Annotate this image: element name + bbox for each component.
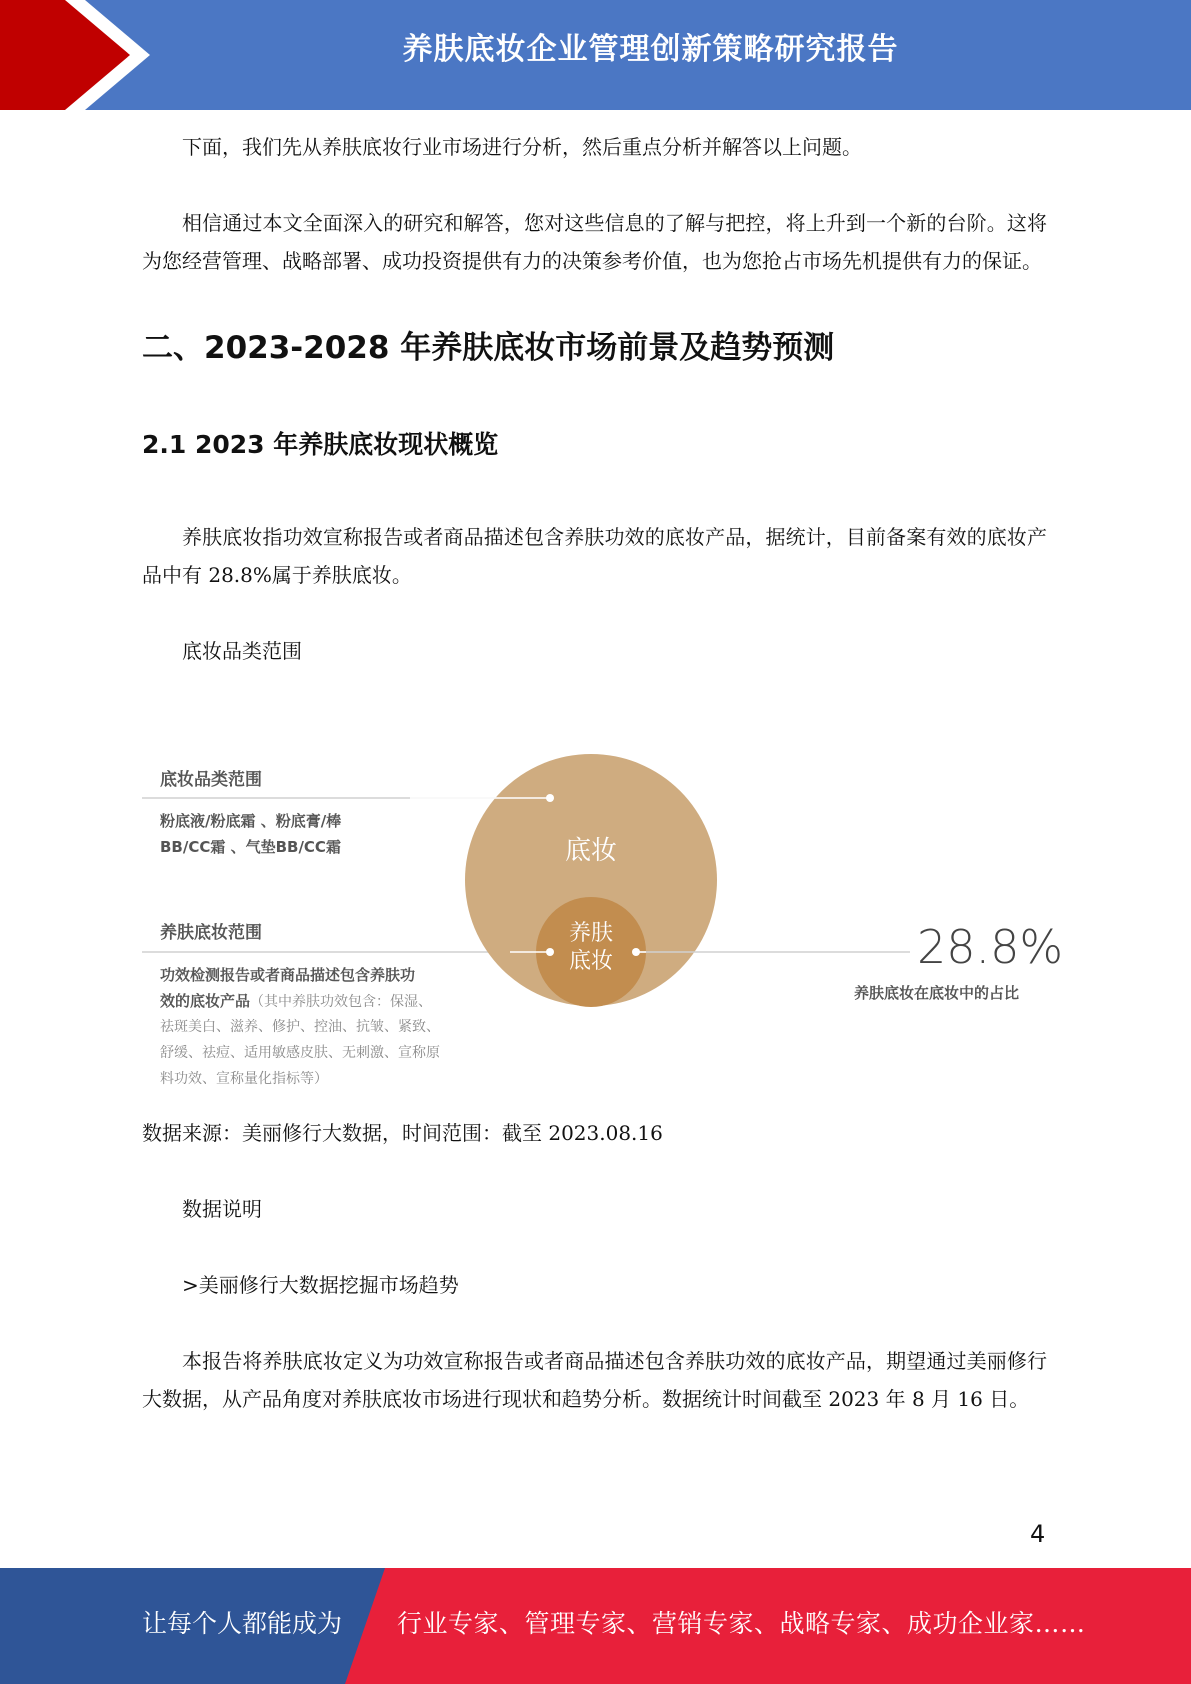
document-body: [142, 128, 1047, 670]
skincare-foundation-scope-line5: 料功效、宣称量化指标等）: [160, 1071, 328, 1087]
section-heading: 二、2023-2028 年养肤底妆市场前景及趋势预测: [142, 330, 835, 366]
document-body-lower: [142, 1114, 1047, 1418]
skincare-foundation-circle-label-line1: 养肤: [568, 921, 613, 946]
skincare-foundation-circle-label: [561, 920, 621, 976]
data-explanation-bullet: >美丽修行大数据挖掘市场趋势: [182, 1273, 459, 1297]
paragraph-report-definition: 本报告将养肤底妆定义为功效宣称报告或者商品描述包含养肤功效的底妆产品，期望通过美丽修行大数据，从产品角度对养肤底妆市场进行现状和趋势分析。数据统计时间截至 2023 年 8 月 16 日。: [142, 1349, 1047, 1411]
paragraph-definition: 养肤底妆指功效宣称报告或者商品描述包含养肤功效的底妆产品，据统计，目前备案有效的底妆产品中有 28.8%属于养肤底妆。: [142, 525, 1047, 587]
foundation-circle-label: 底妆: [564, 836, 617, 866]
paragraph-belief: 相信通过本文全面深入的研究和解答，您对这些信息的了解与把控，将上升到一个新的台阶。这将为您经营管理、战略部署、成功投资提供有力的决策参考价值，也为您抢占市场先机提供有力的保证。: [142, 211, 1047, 273]
skincare-foundation-scope-line2-bold: 效的底妆产品: [160, 992, 251, 1010]
header-title: 养肤底妆企业管理创新策略研究报告: [402, 32, 899, 67]
percent-caption: 养肤底妆在底妆中的占比: [854, 984, 1020, 1002]
page-header: [0, 0, 1191, 110]
data-explanation-heading: 数据说明: [182, 1197, 262, 1221]
skincare-foundation-scope-line2: [160, 988, 432, 1015]
skincare-foundation-scope-line4: 舒缓、祛痘、适用敏感皮肤、无刺激、宣称原: [160, 1045, 440, 1061]
skincare-foundation-scope-label: 养肤底妆范围: [160, 923, 262, 943]
subsection-heading: 2.1 2023 年养肤底妆现状概览: [142, 430, 499, 459]
skincare-foundation-scope-note-start: （其中养肤功效包含：保湿、: [250, 994, 433, 1010]
skincare-foundation-scope-line3: 祛斑美白、滋养、修护、控油、抗皱、紧致、: [160, 1019, 440, 1035]
paragraph-figure-caption: 底妆品类范围: [182, 639, 302, 663]
foundation-scope-line1: 粉底液/粉底霜 、粉底膏/棒: [160, 812, 342, 830]
footer-slogan-left: 让每个人都能成为: [142, 1609, 343, 1638]
footer-slogan-right: 行业专家、管理专家、营销专家、战略专家、成功企业家……: [397, 1609, 1086, 1638]
foundation-scope-label: 底妆品类范围: [160, 770, 262, 790]
data-source-note: 数据来源：美丽修行大数据，时间范围：截至 2023.08.16: [142, 1121, 663, 1145]
page-number: 4: [1030, 1520, 1046, 1548]
skincare-foundation-scope-line1: 功效检测报告或者商品描述包含养肤功: [160, 966, 416, 984]
page-footer: [0, 1568, 1191, 1684]
foundation-category-figure: [140, 740, 1064, 1100]
percent-value: 28.8%: [917, 920, 1064, 974]
paragraph-intro: 下面，我们先从养肤底妆行业市场进行分析，然后重点分析并解答以上问题。: [182, 135, 862, 159]
skincare-foundation-circle-label-line2: 底妆: [568, 949, 613, 974]
foundation-scope-line2: BB/CC霜 、气垫BB/CC霜: [160, 838, 341, 856]
